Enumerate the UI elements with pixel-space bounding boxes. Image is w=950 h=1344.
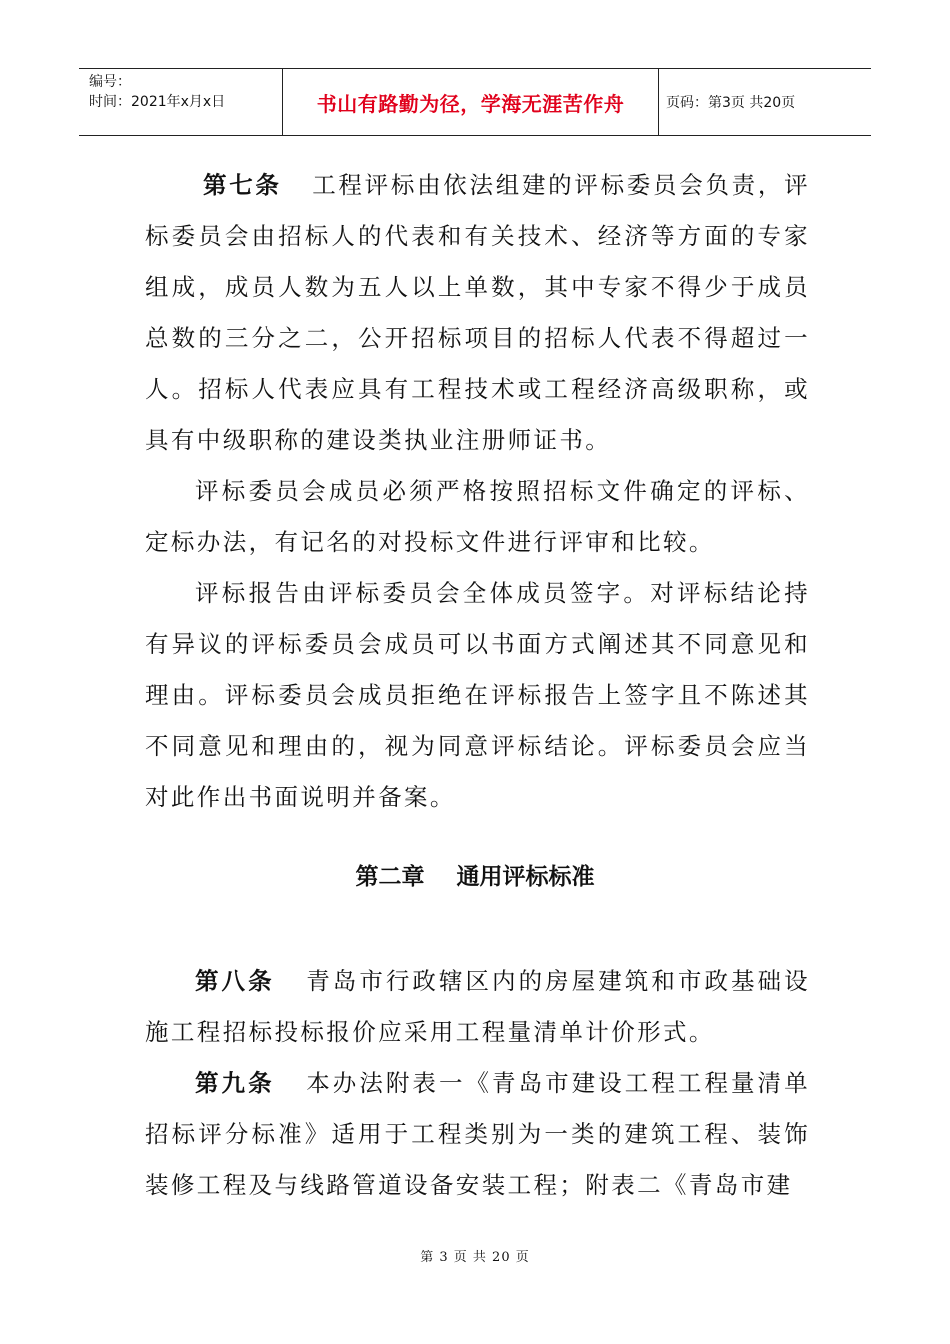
article-9-text: 本办法附表一《青岛市建设工程工程量清单招标评分标准》适用于工程类别为一类的建筑工程、装饰装修工程及与线路管道设备安装工程；附表二《青岛市建 xyxy=(145,1069,810,1199)
article-9-label: 第九条 xyxy=(195,1069,275,1097)
page-footer: 第 3 页 共 20 页 xyxy=(420,1250,530,1265)
chapter-title: 第二章 通用评标标准 xyxy=(355,864,595,890)
document-body xyxy=(145,160,810,823)
article-9 xyxy=(145,1058,810,1211)
document-body-2 xyxy=(145,956,810,1211)
header-meta xyxy=(79,69,282,135)
page-header xyxy=(79,68,871,136)
article-7-text: 工程评标由依法组建的评标委员会负责，评标委员会由招标人的代表和有关技术、经济等方面的专家组成，成员人数为五人以上单数，其中专家不得少于成员总数的三分之二，公开招标项目的招标人代表不得超过一人。招标人代表应具有工程技术或工程经济高级职称，或具有中级职称的建设类执业注册师证书。 xyxy=(145,171,810,454)
header-motto: 书山有路勤为径，学海无涯苦作舟 xyxy=(316,91,625,116)
header-page-info: 页码：第3页 共20页 xyxy=(666,95,796,111)
article-7 xyxy=(145,160,810,466)
time-label: 时间：2021年x月x日 xyxy=(89,94,226,110)
article-8-text: 青岛市行政辖区内的房屋建筑和市政基础设施工程招标投标报价应采用工程量清单计价形式。 xyxy=(145,967,810,1046)
paragraph-3: 评标报告由评标委员会全体成员签字。对评标结论持有异议的评标委员会成员可以书面方式阐述其不同意见和理由。评标委员会成员拒绝在评标报告上签字且不陈述其不同意见和理由的，视为同意评标结论。评标委员会应当对此作出书面说明并备案。 xyxy=(145,579,810,811)
article-8-label: 第八条 xyxy=(195,967,275,995)
header-motto-cell xyxy=(282,69,659,135)
article-7-label: 第七条 xyxy=(203,171,282,199)
paragraph-2: 评标委员会成员必须严格按照招标文件确定的评标、定标办法，有记名的对投标文件进行评审和比较。 xyxy=(145,477,810,556)
number-label: 编号： xyxy=(89,74,131,90)
article-8 xyxy=(145,956,810,1058)
